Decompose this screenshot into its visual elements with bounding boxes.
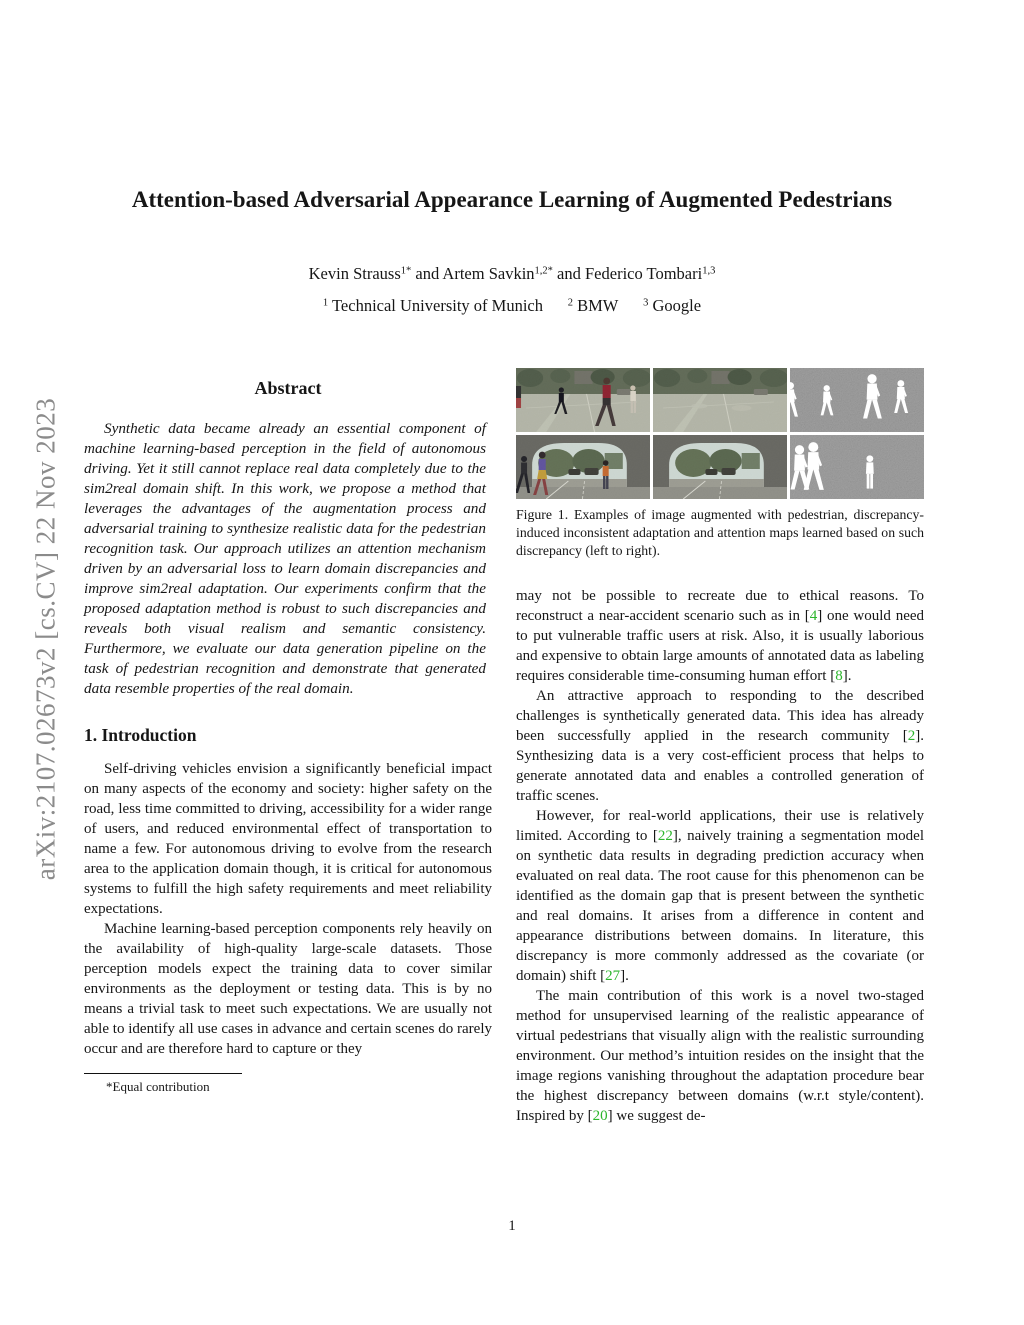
citation-link[interactable]: 22 (657, 828, 673, 844)
figure1-panel-adaptation-tunnel (653, 435, 787, 499)
right-column (516, 368, 924, 1126)
figure1-panel-adaptation-street (653, 368, 787, 432)
body-paragraph-domain-gap: However, for real-world applications, their use is relatively limited. According to [22], naively training a segmentation model on synthetic data results in degrading prediction accuracy when evaluated on real data. The root cause for this phenomenon can be identified as the domain gap that is present between the synthetic and real domains. It arises from a difference in content and appearance distributions between domains. In literature, this discrepancy is more commonly addressed as the covariate (or domain) shift [27]. (516, 808, 925, 984)
intro-paragraph-1: Self-driving vehicles envision a significantly beneficial impact on many aspects of the economy and society: higher safety on the road, less time committed to driving, accessibility for a wider range of users, and reduced environmental effect of transportation to name a few. For autonomous driving to evolve from the research area to the application domain though, it is critical for autonomous systems to fulfill the high safety requirements and meet reliability expectations. (84, 761, 492, 917)
paper-title: Attention-based Adversarial Appearance Learning of Augmented Pedestrians (131, 187, 893, 213)
superscript: 1,2* (534, 265, 553, 277)
footnote-rule (84, 1073, 242, 1074)
figure1-panel-attention-tunnel (790, 435, 924, 499)
body-paragraph-continuation: may not be possible to recreate due to ethical reasons. To reconstruct a near-accident scenario such as in [4] one would need to put vulnerable traffic users at risk. Also, it is usually laborious and expensive to obtain large amounts of annotated data as labeling requires considerable time-consuming human effort [8]. (516, 588, 925, 684)
section-heading-introduction: 1. Introduction (84, 725, 197, 745)
footnote-block (84, 1073, 492, 1095)
superscript: 2 (567, 297, 573, 309)
citation-link[interactable]: 4 (809, 608, 818, 624)
figure1-panel-augmented-street (516, 368, 650, 432)
authors-line: Kevin Strauss$^{1*}$ and Artem Savkin$^{1,2*}$ and Federico Tombari$^{1,3}$ (308, 264, 716, 283)
abstract-text: Synthetic data became already an essential component of machine learning-based perception in the field of autonomous driving. Yet it still cannot replace real data completely due to the sim2real domain shift. In this work, we propose a method that leverages the advantages of the augmentation process and adversarial training to synthesize realistic data for the pedestrian recognition task. Our approach utilizes an attention mechanism driven by an adversarial loss to learn domain discrepancies and improve sim2real adaptation. Our experiments confirm that the proposed adaptation method is robust to such discrepancies and reveals both visual realism and semantic consistency. Furthermore, we evaluate our data generation pipeline on the task of pedestrian recognition and demonstrate that generated data resemble properties of the real domain. (84, 420, 486, 697)
figure1-panel-attention-street (790, 368, 924, 432)
superscript: 1,3 (702, 265, 716, 277)
body-paragraph-contribution: The main contribution of this work is a novel two-staged method for unsupervised learning of the realistic appearance of virtual pedestrians that visually align with the realistic surrounding environment. Our method’s intuition resides on the insight that the image regions vanishing throughout the adaptation procedure bear the highest discrepancy between domains (w.r.t style/content). Inspired by [20] we suggest de- (516, 988, 924, 1124)
figure1-caption: Figure 1. Examples of image augmented with pedestrian, discrepancy-induced inconsistent adaptation and attention maps learned based on such discrepancy (left to right). (516, 507, 924, 558)
superscript: 3 (643, 297, 649, 309)
footnote-equal-contribution: *Equal contribution (106, 1079, 210, 1094)
citation-link[interactable]: 27 (605, 968, 621, 984)
figure1-panel-augmented-tunnel (516, 435, 650, 499)
superscript: 1 (322, 297, 329, 309)
arxiv-stamp: arXiv:2107.02673v2 [cs.CV] 22 Nov 2023 (30, 397, 61, 881)
figure-1 (516, 368, 924, 560)
left-column (84, 378, 492, 1095)
citation-link[interactable]: 20 (592, 1108, 608, 1124)
citation-link[interactable]: 8 (835, 668, 843, 684)
affiliations-line: $^1$ Technical University of Munich $^2$ BMW $^3$ Google (322, 296, 702, 315)
abstract-heading: Abstract (254, 378, 322, 398)
intro-paragraph-2: Machine learning-based perception components rely heavily on the availability of high-quality large-scale datasets. Those perception models expect the training data to cover similar environments as the deployment or testing data. This is by no means a trivial task to meet such expectations. We are usually not able to identify all use cases in advance and certain scenes do rarely occur and are therefore hard to capture or they (84, 921, 492, 1057)
body-paragraph-synthetic-data: An attractive approach to responding to the described challenges is synthetically generated data. This idea has already been successfully applied in the research community [2]. Synthesizing data is a very cost-efficient process that helps to generate annotated data and enables a controlled generation of traffic scenes. (516, 688, 924, 804)
citation-link[interactable]: 2 (907, 728, 916, 744)
figure1-grid (516, 368, 924, 499)
superscript: 1* (400, 265, 412, 277)
page-number: 1 (508, 1218, 516, 1234)
